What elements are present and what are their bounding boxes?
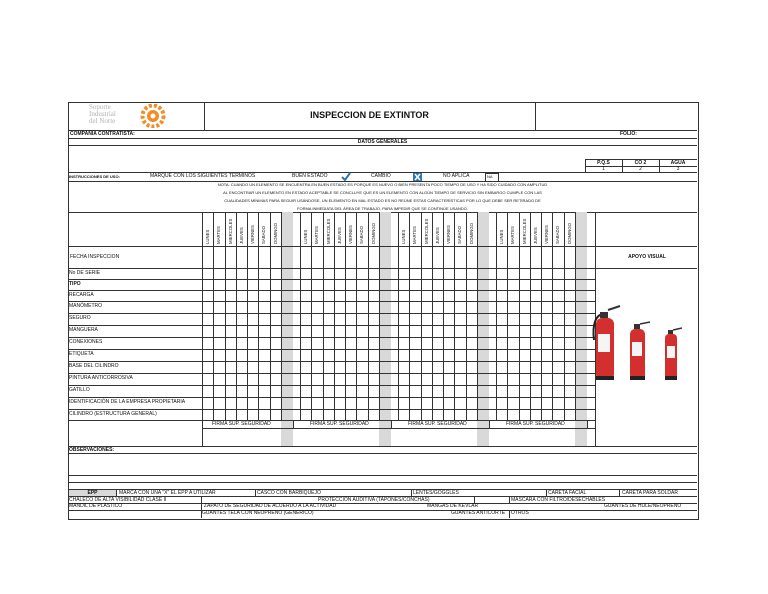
epp-mangas[interactable]: MANGAS DE KEVLAR — [427, 503, 479, 509]
day-header-domingo: DOMINGO — [272, 222, 278, 244]
general-data-label: DATOS GENERALES — [357, 139, 408, 145]
epp-label: EPP — [87, 490, 98, 496]
type-co2-num: 2 — [639, 166, 642, 172]
signature-label: FIRMA SUP. SEGURIDAD — [407, 421, 467, 427]
row-label: IDENTIFICACIÓN DE LA EMPRESA PROPIETARIA — [69, 399, 186, 405]
apoyo-visual-label: APOYO VISUAL — [628, 254, 666, 260]
signature-label: FIRMA SUP. SEGURIDAD — [505, 421, 565, 427]
separator-band — [477, 212, 489, 446]
cross-icon — [413, 173, 422, 181]
row-label: CONEXIONES — [69, 339, 103, 345]
row-label: PINTURA ANTICORROSIVA — [69, 375, 133, 381]
epp-casco[interactable]: CASCO CON BARBIQUEJO — [257, 490, 321, 496]
row-label: CILINDRO (ESTRUCTURA GENERAL) — [69, 411, 157, 417]
observations-label: OBSERVACIONES: — [69, 447, 115, 453]
row-label: ETIQUETA — [69, 351, 94, 357]
type-pqs: P.Q.S — [597, 160, 610, 166]
row-label: TIPO — [69, 281, 81, 287]
epp-guantes-hule[interactable]: GUANTES DE HULE/NEOPRENO — [604, 503, 682, 509]
type-co2: CO 2 — [634, 160, 647, 166]
not-apply-label: NO APLICA — [443, 173, 470, 179]
epp-zapato[interactable]: ZAPATO DE SEGURIDAD DE ACUERDO A LA ACTIVIDAD — [204, 503, 337, 509]
type-agua: AGUA — [670, 160, 686, 166]
folio-label: FOLIO: — [620, 131, 637, 137]
epp-careta-soldar[interactable]: CARETA PARA SOLDAR — [622, 490, 678, 496]
epp-guantes-tela[interactable]: GUANTES TELA CON NEOPRENO (GENERICO) — [202, 510, 314, 516]
day-header-domingo: DOMINGO — [566, 222, 572, 244]
day-header-miercoles: MIERCOLES — [227, 218, 233, 244]
separator-band — [281, 212, 293, 446]
logo-text: Soporte Industrial del Norte — [89, 103, 116, 125]
day-header-jueves: JUEVES — [532, 227, 538, 244]
separator-band — [379, 212, 391, 446]
type-agua-num: 3 — [676, 166, 680, 172]
epp-lentes[interactable]: LENTES/GOGGLES — [413, 490, 459, 496]
na-label: NA — [487, 174, 493, 179]
epp-otros[interactable]: OTROS — [511, 510, 529, 516]
signature-label: FIRMA SUP. SEGURIDAD — [211, 421, 271, 427]
epp-careta-facial[interactable]: CARETA FACIAL — [548, 490, 587, 496]
day-header-martes: MARTES — [216, 226, 222, 244]
day-header-domingo: DOMINGO — [468, 222, 474, 244]
day-header-domingo: DOMINGO — [370, 222, 376, 244]
instructions-label: INSTRUCCIONES DE USO: — [69, 174, 120, 179]
day-header-martes: MARTES — [314, 226, 320, 244]
day-header-lunes: LUNES — [401, 229, 406, 244]
gear-icon — [134, 104, 172, 128]
day-header-jueves: JUEVES — [238, 227, 244, 244]
day-header-sabado: SABADO — [359, 226, 365, 244]
type-pqs-num: 1 — [602, 166, 605, 172]
row-label: MANÓMETRO — [69, 303, 103, 309]
day-header-sabado: SABADO — [457, 226, 463, 244]
day-header-viernes: VIERNES — [544, 225, 549, 244]
note-line-3: CUALIDADES MÍNIMAS PARA SEGUIR USÁNDOSE, UN ELEMENTO EN MAL ESTADO ES NO REÚNE ESTAS CARACTERÍSTICAS POR LO QUE DEBE SER RETIRADO DE — [224, 198, 541, 203]
day-header-viernes: VIERNES — [250, 225, 255, 244]
row-label: SEGURO — [69, 315, 91, 321]
epp-guantes-anticorte[interactable]: GUANTES ANTICORTE — [451, 510, 506, 516]
epp-chaleco[interactable]: CHALECO DE ALTA VISIBILIDAD CLASE II — [69, 497, 167, 503]
row-label: BASE DEL CILINDRO — [69, 363, 119, 369]
good-state-label: BUEN ESTADO — [292, 173, 328, 179]
row-label: No DE SERIE — [69, 270, 101, 276]
day-header-miercoles: MIERCOLES — [325, 218, 331, 244]
note-line-1: NOTA: CUANDO UN ELEMENTO SE ENCUENTRA EN BUEN ESTADO ES PORQUE ES NUEVO O BIEN PRESENTA POCO TIEMPO DE USO Y HA SIDO CUIDADO CON AMPLITUD — [217, 182, 548, 187]
checkmark-icon — [341, 172, 351, 181]
day-header-lunes: LUNES — [205, 229, 210, 244]
day-header-sabado: SABADO — [555, 226, 561, 244]
day-header-martes: MARTES — [510, 226, 516, 244]
day-header-sabado: SABADO — [261, 226, 267, 244]
change-label: CAMBIO — [371, 173, 391, 179]
note-line-4: FORMA INMEDIATA DEL ÁREA DE TRABAJO, PARA IMPEDIR QUE SE CONTINÚE USANDO. — [297, 206, 468, 211]
row-label: RECARGA — [69, 292, 94, 298]
day-header-miercoles: MIERCOLES — [423, 218, 429, 244]
separator-band — [575, 212, 587, 446]
note-line-2: AL ENCONTRAR UN ELEMENTO EN ESTADO ACEPTABLE SE CONCLUYE QUE ES UN ELEMENTO CON ALGÚN TIEMPO DE SERVICIO SIN EMBARGO CUMPLE CON LAS — [223, 190, 542, 195]
day-header-lunes: LUNES — [303, 229, 308, 244]
day-header-jueves: JUEVES — [434, 227, 440, 244]
fecha-label: FECHA INSPECCION — [70, 254, 120, 260]
page-title: INSPECCION DE EXTINTOR — [310, 110, 429, 120]
epp-mandil[interactable]: MANDIL DE PLASTICO — [69, 503, 123, 509]
epp-proteccion-auditiva[interactable]: PROTECCIÓN AUDITIVA (TAPONES/CONCHAS) — [318, 497, 430, 503]
day-header-lunes: LUNES — [499, 229, 504, 244]
day-header-viernes: VIERNES — [348, 225, 353, 244]
row-label: MANGUERA — [69, 327, 98, 333]
day-header-martes: MARTES — [412, 226, 418, 244]
epp-instruction: MARCA CON UNA "X" EL EPP A UTILIZAR — [119, 490, 216, 496]
day-header-jueves: JUEVES — [336, 227, 342, 244]
company-label: COMPAÑIA CONTRATISTA: — [70, 131, 135, 137]
extinguisher-image — [590, 300, 690, 390]
row-label: GATILLO — [69, 387, 90, 393]
epp-mascara[interactable]: MASCARA CON FILTRO/DESECHABLES — [511, 497, 606, 503]
signature-label: FIRMA SUP. SEGURIDAD — [309, 421, 369, 427]
logo — [75, 104, 175, 129]
instructions-text: MARQUE CON LOS SIGUIENTES TÉRMINOS — [150, 173, 256, 179]
day-header-miercoles: MIERCOLES — [521, 218, 527, 244]
day-header-viernes: VIERNES — [446, 225, 451, 244]
